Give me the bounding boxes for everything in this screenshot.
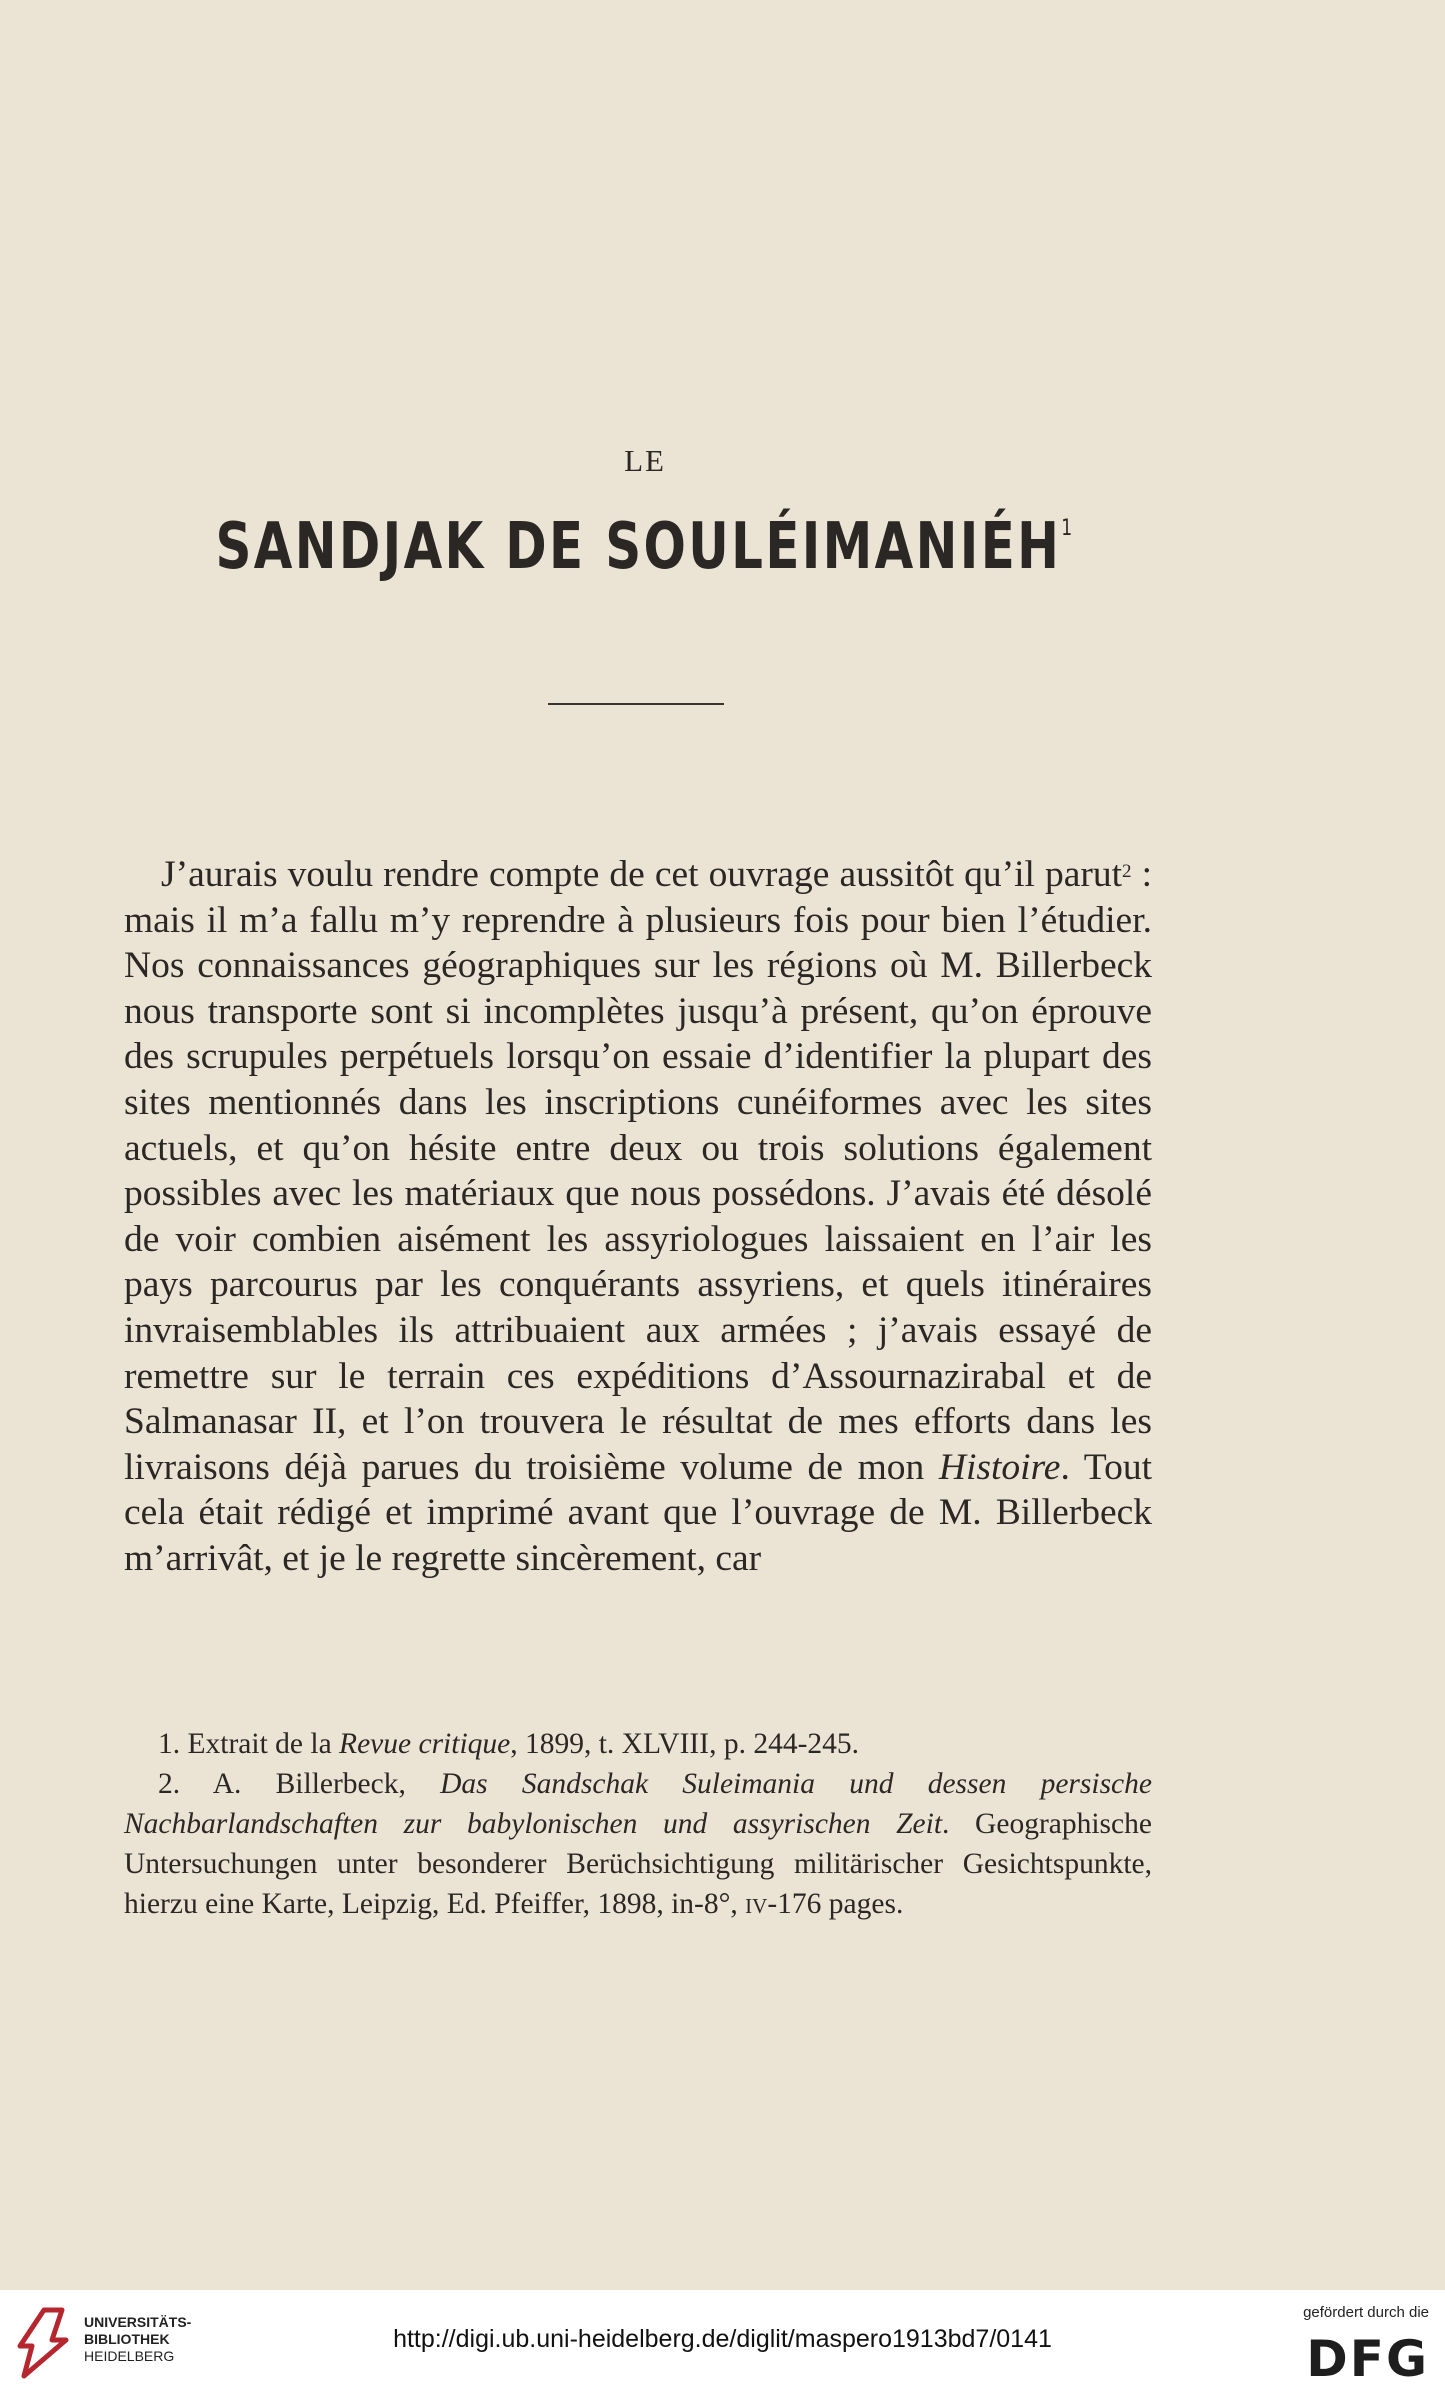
library-line-2: BIBLIOTHEK — [84, 2331, 170, 2347]
body-part-2: : mais il m’a fallu m’y reprendre à plusieurs fois pour bien l’étudier. Nos connaissances géographiques sur les régions où M. Billerbeck nous transporte sont si incomplètes jusqu’à présent, qu’on éprouve des scrupules perpétuels lorsqu’on essaie d’identifier la plupart des sites mentionnés dans les inscriptions cunéiformes avec les sites actuels, et qu’on hésite entre deux ou trois solutions également possibles avec les matériaux que nous possédons. J’avais été désolé de voir combien aisément les assyriologues laissaient en l’air les pays parcourus par les conquérants assyriens, et quels itinéraires invraisemblables ils attribuaient aux armées ; j’avais essayé de remettre sur le terrain ces expéditions d’Assournazirabal et de Salmanasar II, et l’on trouvera le résultat de mes efforts dans les livraisons déjà parues du troisième volume de mon — [124, 854, 1152, 1488]
footnote-1 — [124, 1724, 1152, 1764]
title-footnote-marker: 1 — [1061, 516, 1075, 541]
fn1-prefix: 1. Extrait de la — [158, 1728, 340, 1760]
fn2-end: -176 pages. — [767, 1888, 904, 1920]
title-rule — [548, 703, 724, 705]
fn2-pages-roman: iv — [745, 1888, 768, 1920]
fn2-prefix: 2. A. Billerbeck, — [158, 1768, 441, 1800]
over-title: LE — [624, 443, 666, 478]
footnotes — [124, 1724, 1152, 1924]
fn1-italic: Revue critique — [339, 1728, 511, 1760]
footnote-2 — [124, 1764, 1152, 1924]
funder-label: gefördert durch die — [1303, 2304, 1429, 2321]
body-part-1: J’aurais voulu rendre compte de cet ouvrage aussitôt qu’il parut — [161, 854, 1123, 895]
dfg-logo[interactable]: DFG — [1306, 2330, 1429, 2388]
article-title-text: SANDJAK DE SOULÉIMANIÉH — [215, 510, 1062, 584]
body-part-3: . Tout cela était rédigé et imprimé avant que l’ouvrage de M. Billerbeck m’arrivât, et je le regrette sincèrement, car — [124, 1446, 1153, 1579]
library-line-1: UNIVERSITÄTS- — [84, 2314, 192, 2330]
fn1-suffix: , 1899, t. XLVIII, p. 244-245. — [510, 1728, 860, 1760]
footnote-marker-2: 2 — [1122, 861, 1132, 882]
body-italic-histoire: Histoire — [938, 1446, 1061, 1488]
fn2-italic: Das Sandschak Suleimania und dessen persische Nachbarlandschaften zur babylonischen und assyrischen Zeit — [124, 1768, 1152, 1840]
article-title — [142, 510, 1148, 584]
body-text — [124, 852, 1152, 1582]
fn2-mid: . Geographische Untersuchungen unter besonderer Berüchsichtigung militärischer Gesichtspunkte, hierzu eine Karte, Leipzig, Ed. Pfeiffer, 1898, in-8°, — [124, 1808, 1152, 1920]
body-paragraph — [124, 852, 1152, 1582]
viewer-footer — [0, 2290, 1445, 2395]
library-line-3: HEIDELBERG — [84, 2348, 175, 2364]
permalink-url[interactable]: http://digi.ub.uni-heidelberg.de/diglit/maspero1913bd7/0141 — [393, 2325, 1052, 2353]
